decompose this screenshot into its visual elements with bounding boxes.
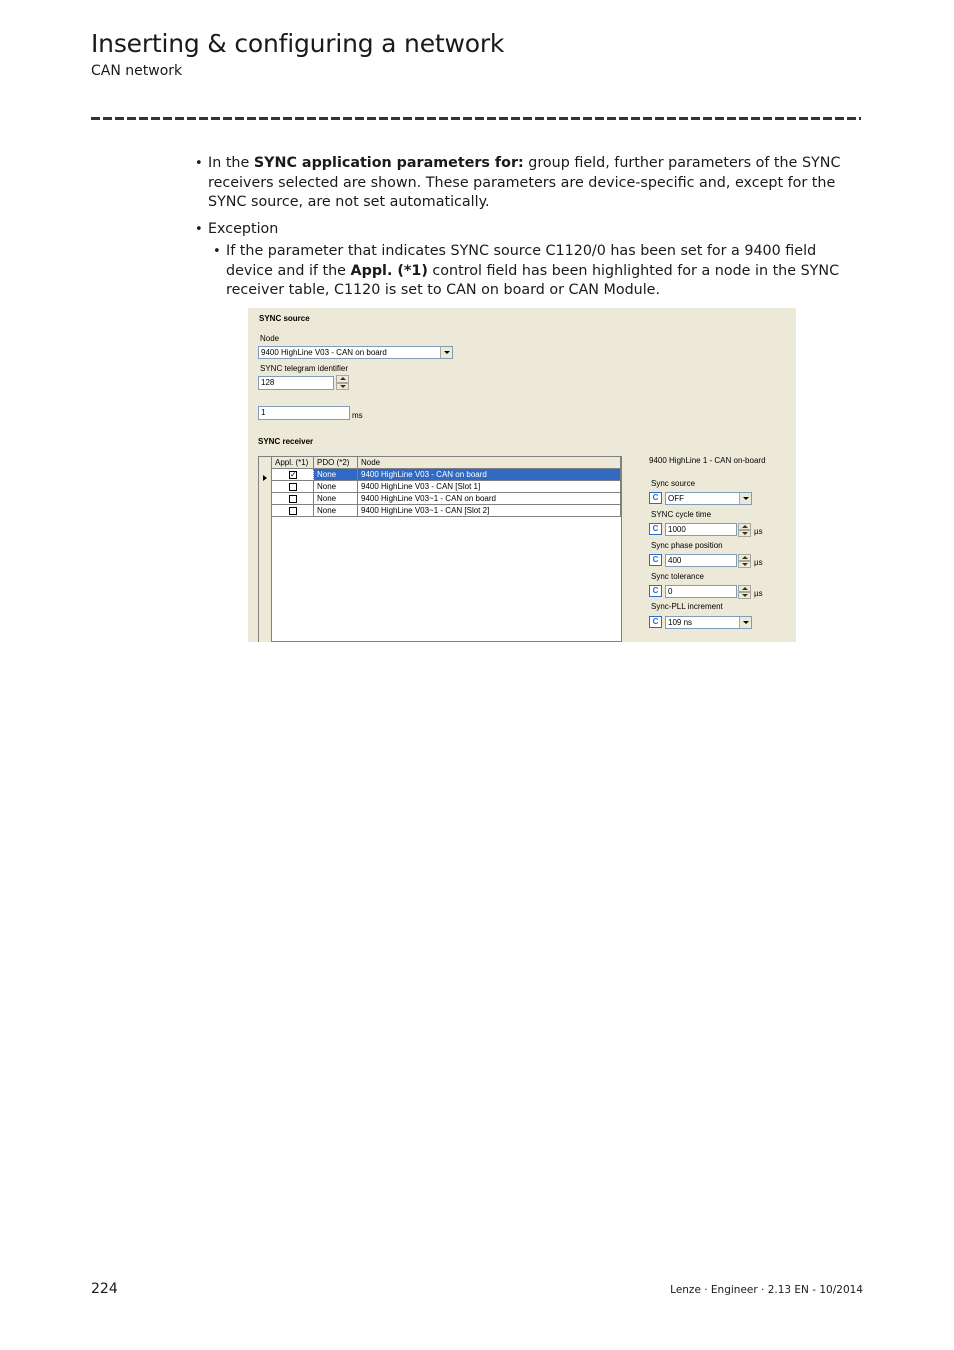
node-dropdown-value: 9400 HighLine V03 - CAN on board (261, 348, 387, 357)
node-cell[interactable]: 9400 HighLine V03 - CAN [Slot 1] (358, 481, 621, 493)
bullet-glyph: • (195, 156, 203, 171)
spinner-up-icon[interactable] (738, 523, 751, 530)
sync-tolerance-unit: µs (754, 589, 763, 598)
table-row[interactable] (272, 493, 621, 505)
bullet-glyph: • (195, 222, 203, 237)
sync-cycle-time-spinner[interactable] (738, 523, 751, 537)
table-row[interactable] (272, 505, 621, 517)
pdo-cell[interactable]: None (314, 469, 358, 481)
sync-tolerance-label: Sync tolerance (651, 572, 704, 581)
node-cell[interactable]: 9400 HighLine V03~1 - CAN on board (358, 493, 621, 505)
sync-source-dropdown[interactable] (665, 492, 752, 505)
appl-checkbox[interactable] (289, 483, 297, 491)
sync-tolerance-input[interactable]: 0 (665, 585, 737, 598)
sync-source-label: Sync source (651, 479, 696, 488)
spinner-up-icon[interactable] (336, 375, 349, 383)
spinner-down-icon[interactable] (336, 383, 349, 391)
c-parameter-button[interactable]: C (649, 492, 662, 504)
c-parameter-button[interactable]: C (649, 523, 662, 535)
node-cell[interactable]: 9400 HighLine V03 - CAN on board (358, 469, 621, 481)
node-cell[interactable]: 9400 HighLine V03~1 - CAN [Slot 2] (358, 505, 621, 517)
cycle-time-input[interactable]: 1 (258, 406, 350, 420)
sync-cycle-time-unit: µs (754, 527, 763, 536)
cycle-time-unit: ms (352, 411, 363, 420)
page-number: 224 (91, 1281, 118, 1297)
sync-phase-position-label: Sync phase position (651, 541, 723, 550)
header-divider (91, 117, 861, 120)
text-run: If the parameter that indicates SYNC source C1120/0 has been set for a 9400 field device and if the (226, 243, 817, 279)
appl-cell[interactable] (272, 481, 314, 493)
sync-pll-increment-label: Sync-PLL increment (651, 602, 723, 611)
sync-dialog-screenshot (248, 308, 796, 642)
sync-tolerance-spinner[interactable] (738, 585, 751, 599)
text-run: In the (208, 155, 254, 171)
column-header-pdo[interactable]: PDO (*2) (314, 457, 358, 469)
appl-cell[interactable] (272, 493, 314, 505)
c-parameter-button[interactable]: C (649, 585, 662, 597)
sync-receiver-table (258, 456, 622, 642)
appl-checkbox[interactable] (289, 495, 297, 503)
sync-source-heading: SYNC source (259, 314, 310, 323)
node-dropdown[interactable] (258, 346, 453, 359)
pdo-cell[interactable]: None (314, 493, 358, 505)
column-header-appl[interactable]: Appl. (*1) (272, 457, 314, 469)
chevron-down-icon[interactable] (440, 347, 452, 358)
sync-source-value: OFF (668, 494, 684, 503)
pdo-cell[interactable]: None (314, 505, 358, 517)
sub-bullet-paragraph (226, 242, 866, 301)
sync-cycle-time-label: SYNC cycle time (651, 510, 712, 519)
chevron-down-icon[interactable] (739, 493, 751, 504)
current-row-arrow-icon (263, 475, 267, 481)
c-parameter-button[interactable]: C (649, 554, 662, 566)
appl-checkbox[interactable] (289, 507, 297, 515)
sync-receiver-heading: SYNC receiver (258, 437, 314, 446)
spinner-up-icon[interactable] (738, 585, 751, 592)
appl-cell[interactable] (272, 505, 314, 517)
sync-phase-position-spinner[interactable] (738, 554, 751, 568)
node-label: Node (260, 334, 280, 343)
table-row[interactable] (272, 481, 621, 493)
telegram-identifier-input[interactable]: 128 (258, 376, 334, 390)
footer-info: Lenze · Engineer · 2.13 EN - 10/2014 (670, 1284, 863, 1296)
sync-cycle-time-input[interactable]: 1000 (665, 523, 737, 536)
bullet-paragraph-1 (208, 154, 863, 213)
spinner-down-icon[interactable] (738, 530, 751, 537)
appl-checkbox[interactable] (289, 471, 297, 479)
app-params-device: 9400 HighLine 1 - CAN on-board (649, 456, 766, 465)
sync-phase-position-input[interactable]: 400 (665, 554, 737, 567)
row-indicator-column (259, 457, 272, 642)
app-params-panel (632, 432, 796, 642)
table-header (272, 457, 621, 469)
bullet-paragraph-2: Exception (208, 221, 279, 237)
text-run: group field, further parameters of the SYNC receivers selected are shown. These parameters are device-specific and, except for the SYNC source, are not set automatically. (208, 155, 841, 210)
column-header-node[interactable]: Node (358, 457, 621, 469)
spinner-up-icon[interactable] (738, 554, 751, 561)
c-parameter-button[interactable]: C (649, 616, 662, 628)
table-row[interactable] (272, 469, 621, 481)
text-run: control field has been highlighted for a node in the SYNC receiver table, C1120 is set to CAN on board or CAN Module. (226, 262, 840, 298)
pdo-cell[interactable]: None (314, 481, 358, 493)
appl-cell[interactable] (272, 469, 314, 481)
sub-bullet-glyph: • (213, 244, 221, 259)
page-title: Inserting & configuring a network (91, 29, 505, 58)
section-subtitle: CAN network (91, 63, 183, 79)
telegram-identifier-spinner[interactable] (336, 375, 349, 390)
sync-phase-position-unit: µs (754, 558, 763, 567)
spinner-down-icon[interactable] (738, 561, 751, 568)
sync-pll-increment-dropdown[interactable] (665, 616, 752, 629)
telegram-identifier-label: SYNC telegram identifier (260, 364, 349, 373)
spinner-down-icon[interactable] (738, 592, 751, 599)
bold-term: SYNC application parameters for: (253, 155, 524, 171)
bold-term: Appl. (*1) (350, 262, 428, 279)
sync-pll-increment-value: 109 ns (668, 618, 693, 627)
chevron-down-icon[interactable] (739, 617, 751, 628)
